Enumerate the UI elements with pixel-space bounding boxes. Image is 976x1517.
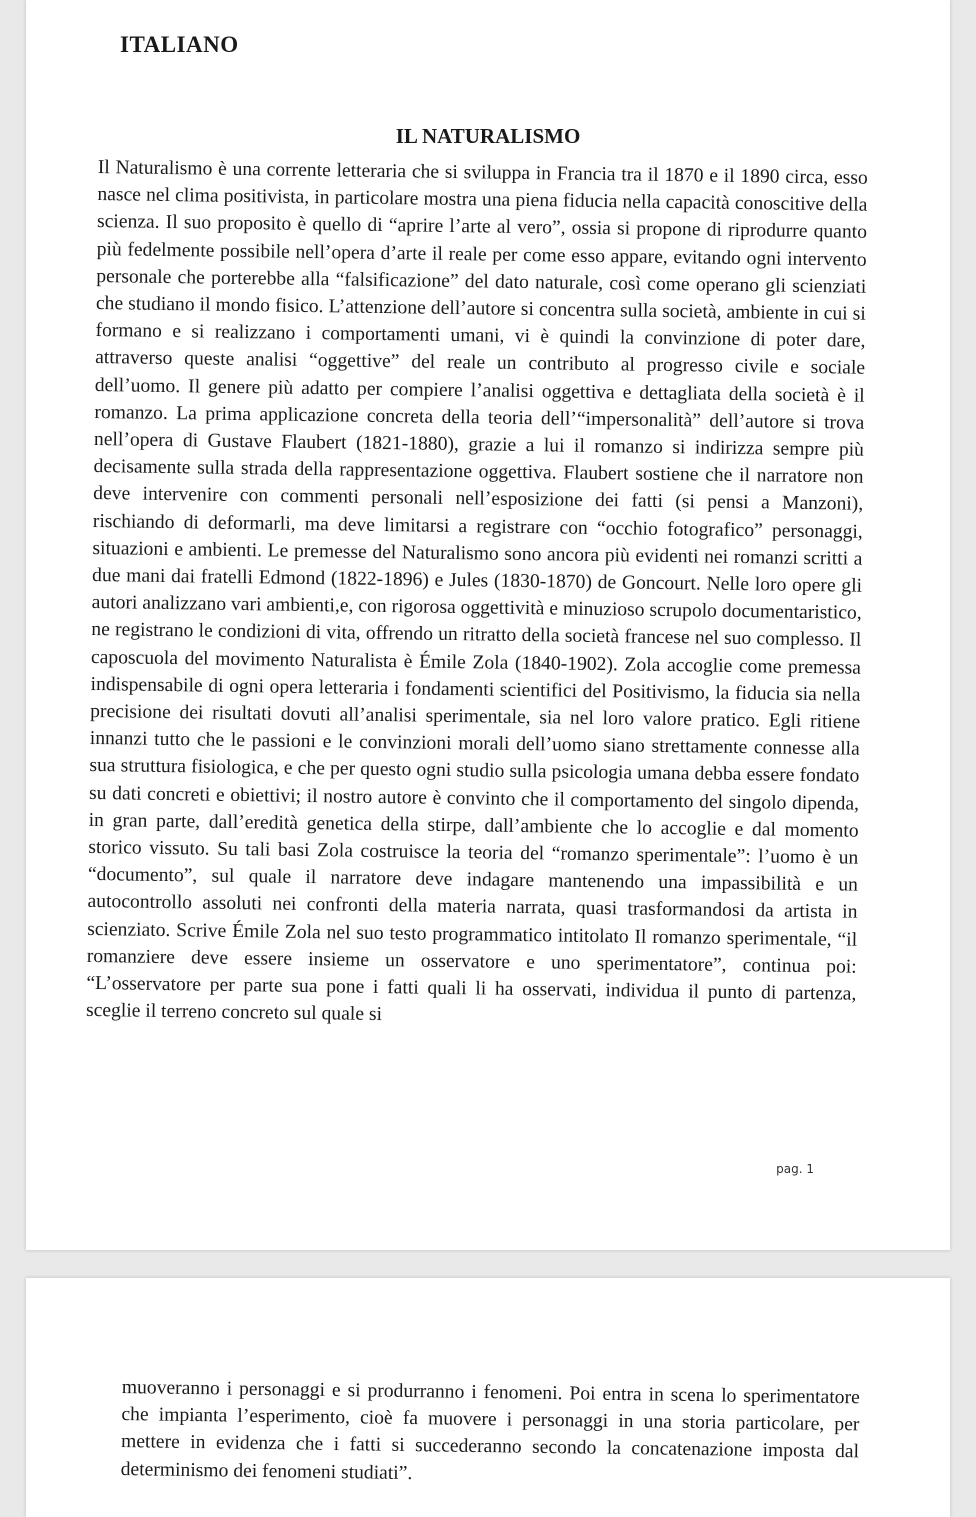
body-paragraph: Il Naturalismo è una corrente letteraria che si sviluppa in Francia tra il 1870 e il 1890 circa, esso nasce nel clima positivista, in particolare mostra una piena fiducia nella capacità conoscitive della scienza. Il suo proposito è quello di “aprire l’arte al vero”, ossia si propone di riprodurre quanto più fedelmente possibile nell’opera d’arte il reale per come esso appare, evitando ogni intervento personale che porterebbe alla “falsificazione” del dato naturale, così come operano gli scienziati che studiano il mondo fisico. L’attenzione dell’autore si concentra sulla società, ambiente in cui si formano e si realizzano i comportamenti umani, vi è quindi la convinzione di poter dare, attraverso queste analisi “oggettive” del reale un contributo al progresso civile e sociale dell’uomo. Il genere più adatto per compiere l’analisi oggettiva e dettagliata della società è il romanzo. La prima applicazione concreta della teoria dell’“impersonalità” dell’autore si trova nell’opera di Gustave Flaubert (1821-1880), grazie a lui il romanzo si indirizza sempre più decisamente sulla strada della rappresentazione oggettiva. Flaubert sostiene che il narratore non deve intervenire con commenti personali nell’esposizione dei fatti (si pensi a Manzoni), rischiando di deformarli, ma deve limitarsi a registrare con “occhio fotografico” personaggi, situazioni e ambienti. Le premesse del Naturalismo sono ancora più evidenti nei romanzi scritti a due mani dai fratelli Edmond (1822-1896) e Jules (1830-1870) de Goncourt. Nelle loro opere gli autori analizzano vari ambienti,e, con rigorosa oggettività e minuzioso scrupolo documentaristico, ne registrano le condizioni di vita, offrendo un ritratto della società francese nel suo complesso. Il caposcuola del movimento Naturalista è Émile Zola (1840-1902). Zola accoglie come premessa indispensabile di ogni opera letteraria i fondamenti scientifici del Positivismo, la fiducia sia nella precisione dei risultati dovuti all’analisi sperimentale, sia nel loro valore pratico. Egli ritiene innanzi tutto che le passioni e le convinzioni morali dell’uomo siano strettamente connesse alla sua struttura fisiologica, e che per questo ogni studio sulla psicologia umana debba essere fondato su dati concreti e obiettivi; il nostro autore è convinto che il comportamento del singolo dipenda, in gran parte, dall’eredità genetica della stirpe, dall’ambiente che lo accoglie e dal momento storico vissuto. Su tali basi Zola costruisce la teoria del “romanzo sperimentale”: l’uomo è un “documento”, sul quale il narratore deve indagare mantenendo una impassibilità e un autocontrollo assoluti nei confronti della materia narrata, quasi trasformandosi da artista in scienziato. Scrive Émile Zola nel suo testo programmatico intitolato Il romanzo sperimentale, “il romanziere deve essere insieme un osservatore e uno sperimentatore”, continua poi: “L’osservatore per parte sua pone i fatti quali li ha osservati, individua il punto di partenza, sceglie il terreno concreto sul quale si — [85, 156, 868, 1026]
document-page-1 — [26, 0, 950, 1250]
document-page-2 — [26, 1278, 950, 1517]
document-title: IL NATURALISMO — [395, 124, 581, 148]
body-paragraph-continued: muoveranno i personaggi e si produrranno i fenomeni. Poi entra in scena lo sperimentatore che impianta l’esperimento, cioè fa muovere i personaggi in una storia particolare, per mettere in evidenza che i fatti si succederanno secondo la concatenazione imposta dal determinismo dei fenomeni studiati”. — [120, 1376, 860, 1484]
page-number: pag. 1 — [776, 1162, 814, 1176]
subject-heading: ITALIANO — [120, 32, 239, 57]
